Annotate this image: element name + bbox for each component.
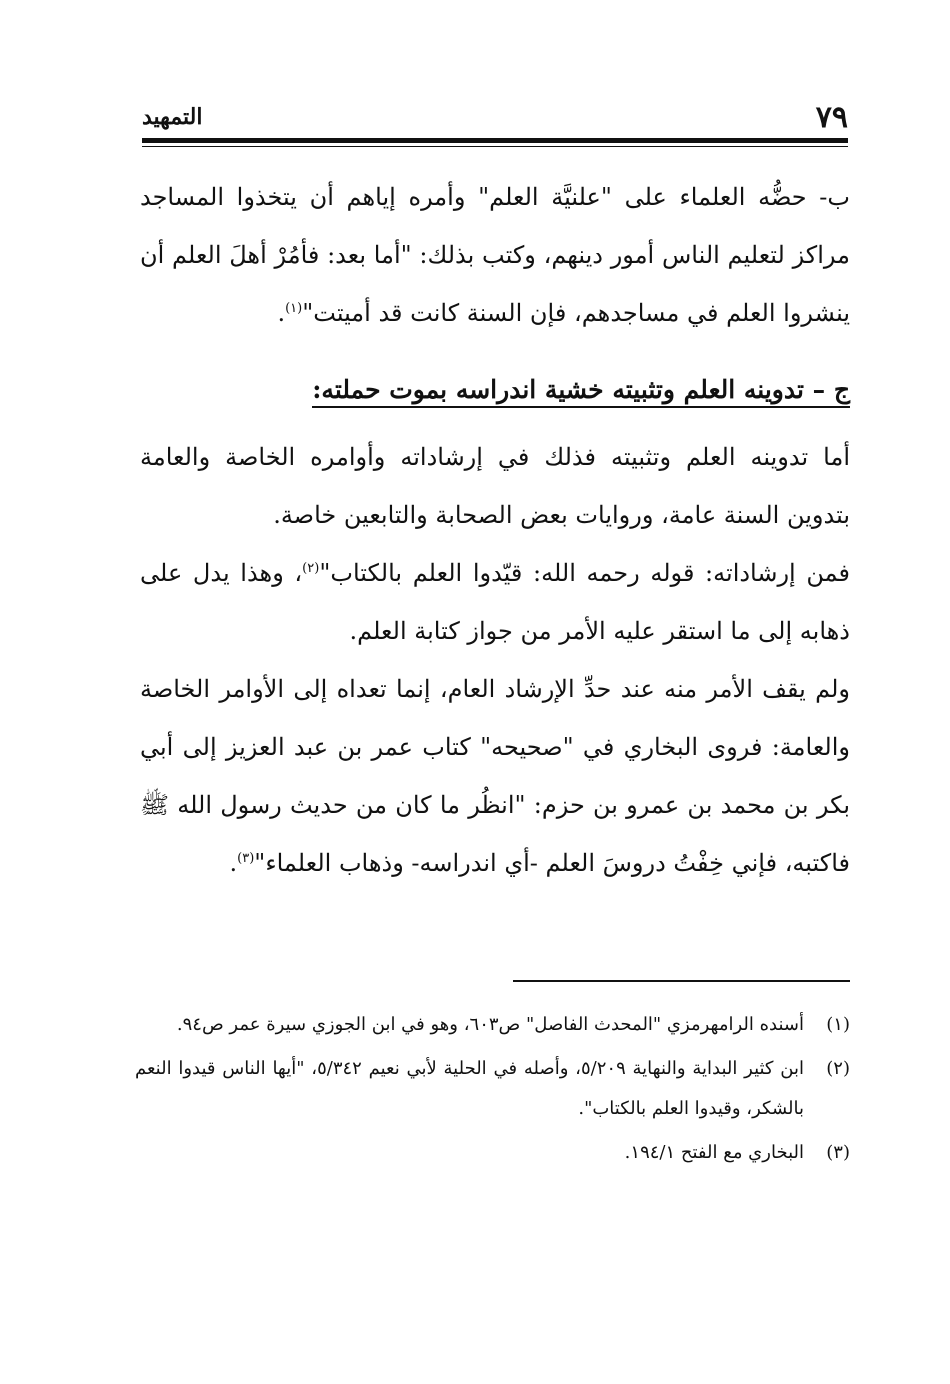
subsection-heading-text: ج – تدوينه العلم وتثبيته خشية اندراسه بموت حملته: bbox=[312, 375, 850, 408]
paragraph-writing: أما تدوينه العلم وتثبيته فذلك في إرشاداته وأوامره الخاصة والعامة بتدوين السنة عامة، وروايات بعض الصحابة والتابعين خاصة. bbox=[140, 443, 850, 529]
footnote-ref-1[interactable]: (١) bbox=[285, 301, 303, 316]
paragraph-guidance-text-b: ، وهذا يدل على ذهابه إلى ما استقر عليه الأمر من جواز كتابة العلم. bbox=[140, 559, 850, 645]
header-rule-thick bbox=[142, 138, 848, 143]
main-body bbox=[140, 428, 850, 892]
footnote-number: (٣) bbox=[826, 1142, 850, 1163]
paragraph-guidance bbox=[140, 544, 850, 660]
footnote-number: (٢) bbox=[826, 1058, 850, 1079]
footnote-number: (١) bbox=[826, 1014, 850, 1035]
paragraph-guidance-text-a: فمن إرشاداته: قوله رحمه الله: قيّدوا العلم بالكتاب" bbox=[319, 559, 850, 587]
paragraph-orders-text: ولم يقف الأمر منه عند حدِّ الإرشاد العام، إنما تعداه إلى الأوامر الخاصة والعامة: فروى البخاري في "صحيحه" كتاب عمر بن عبد العزيز إلى أبي بكر بن محمد بن عمرو بن حزم: "انظُر ما كان من حديث رسول الله ﷺ فاكتبه، فإني خِفْتُ دروسَ العلم -أي اندراسه- وذهاب العلماء" bbox=[140, 675, 850, 877]
footnote-separator bbox=[513, 980, 850, 982]
header-rule-thin bbox=[142, 146, 848, 147]
footnote-item bbox=[135, 1049, 850, 1129]
footnote-ref-2[interactable]: (٢) bbox=[302, 561, 320, 576]
paragraph-orders-end: . bbox=[229, 849, 238, 877]
page-number: ٧٩ bbox=[815, 100, 848, 135]
running-header bbox=[142, 98, 848, 138]
footnote-text: البخاري مع الفتح ١٩٤/١. bbox=[624, 1142, 804, 1163]
footnote-item bbox=[135, 1133, 850, 1173]
footnote-item bbox=[135, 1005, 850, 1045]
footnotes bbox=[135, 1005, 850, 1177]
footnote-text: أسنده الرامهرمزي "المحدث الفاصل" ص٦٠٣، وهو في ابن الجوزي سيرة عمر ص٩٤. bbox=[176, 1014, 804, 1035]
subsection-heading bbox=[265, 368, 850, 412]
running-section-title: التمهيد bbox=[142, 104, 203, 130]
footnote-ref-3[interactable]: (٣) bbox=[237, 851, 255, 866]
paragraph-b-text: ب- حضُّه العلماء على "علنيَّة العلم" وأمره إياهم أن يتخذوا المساجد مراكز لتعليم الناس أمور دينهم، وكتب بذلك: "أما بعد: فأمُرْ أهلَ العلم أن ينشروا العلم في مساجدهم، فإن السنة كانت قد أميتت" bbox=[140, 183, 851, 327]
paragraph-b-end: . bbox=[277, 299, 286, 327]
paragraph-b bbox=[140, 168, 850, 342]
footnote-text: ابن كثير البداية والنهاية ٥/٢٠٩، وأصله في الحلية لأبي نعيم ٥/٣٤٢، "أيها الناس قيدوا النعم بالشكر، وقيدوا العلم بالكتاب". bbox=[135, 1058, 804, 1119]
paragraph-orders bbox=[140, 660, 850, 892]
